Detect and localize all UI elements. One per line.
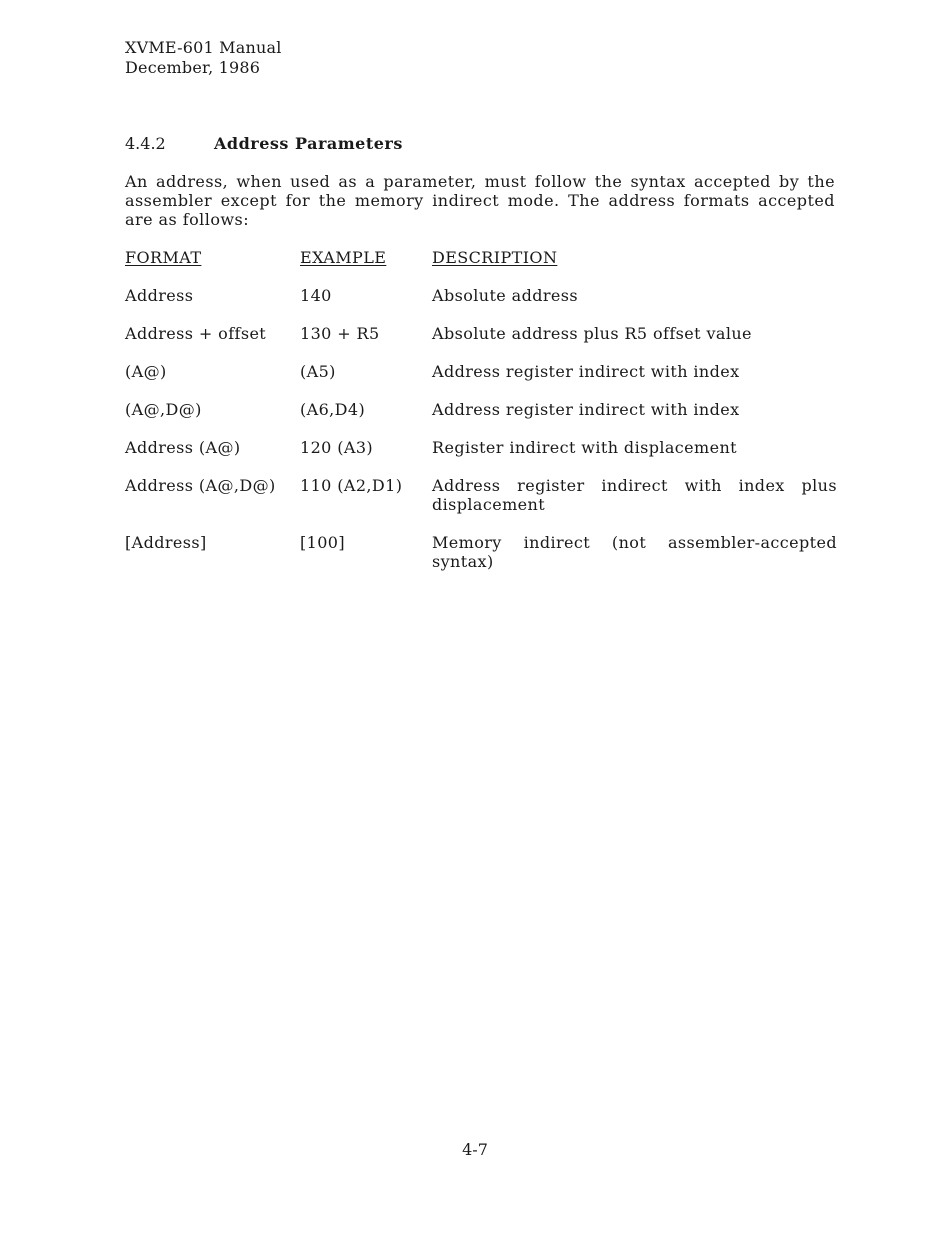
table-row [125,286,837,305]
table-row [125,324,837,343]
table-row [125,476,837,514]
format-cell: (A@,D@) [125,400,202,419]
example-cell: (A5) [300,362,336,381]
format-cell: Address (A@) [125,438,241,457]
manual-title: XVME-601 Manual [125,38,282,57]
document-header [125,38,282,78]
example-cell: 130 + R5 [300,324,380,343]
format-cell: Address (A@,D@) [125,476,276,495]
description-column-header: DESCRIPTION [432,248,558,267]
format-cell: Address + offset [125,324,267,343]
example-cell: 140 [300,286,332,305]
format-cell: [Address] [125,533,207,552]
example-cell: [100] [300,533,346,552]
table-row [125,400,837,419]
table-row [125,438,837,457]
page-number: 4-7 [462,1140,488,1159]
section-heading [125,134,403,154]
format-cell: (A@) [125,362,167,381]
example-column-header: EXAMPLE [300,248,387,267]
description-cell: Memory indirect (not assembler-accepted syntax) [432,533,837,571]
example-cell: 110 (A2,D1) [300,476,403,495]
table-row [125,362,837,381]
manual-date: December, 1986 [125,58,261,77]
address-format-table [125,248,837,590]
intro-paragraph: An address, when used as a parameter, must follow the syntax accepted by the assembler except for the memory indirect mode. The address formats accepted are as follows: [125,172,835,229]
format-cell: Address [125,286,194,305]
section-number: 4.4.2 [125,134,166,153]
description-cell: Address register indirect with index [432,400,740,419]
description-cell: Absolute address [432,286,579,305]
description-cell: Address register indirect with index plus displacement [432,476,837,514]
format-column-header: FORMAT [125,248,202,267]
example-cell: (A6,D4) [300,400,366,419]
description-cell: Register indirect with displacement [432,438,737,457]
table-row [125,533,837,571]
example-cell: 120 (A3) [300,438,374,457]
description-cell: Address register indirect with index [432,362,740,381]
table-header-row [125,248,837,267]
description-cell: Absolute address plus R5 offset value [432,324,752,343]
section-title: Address Parameters [214,134,403,153]
